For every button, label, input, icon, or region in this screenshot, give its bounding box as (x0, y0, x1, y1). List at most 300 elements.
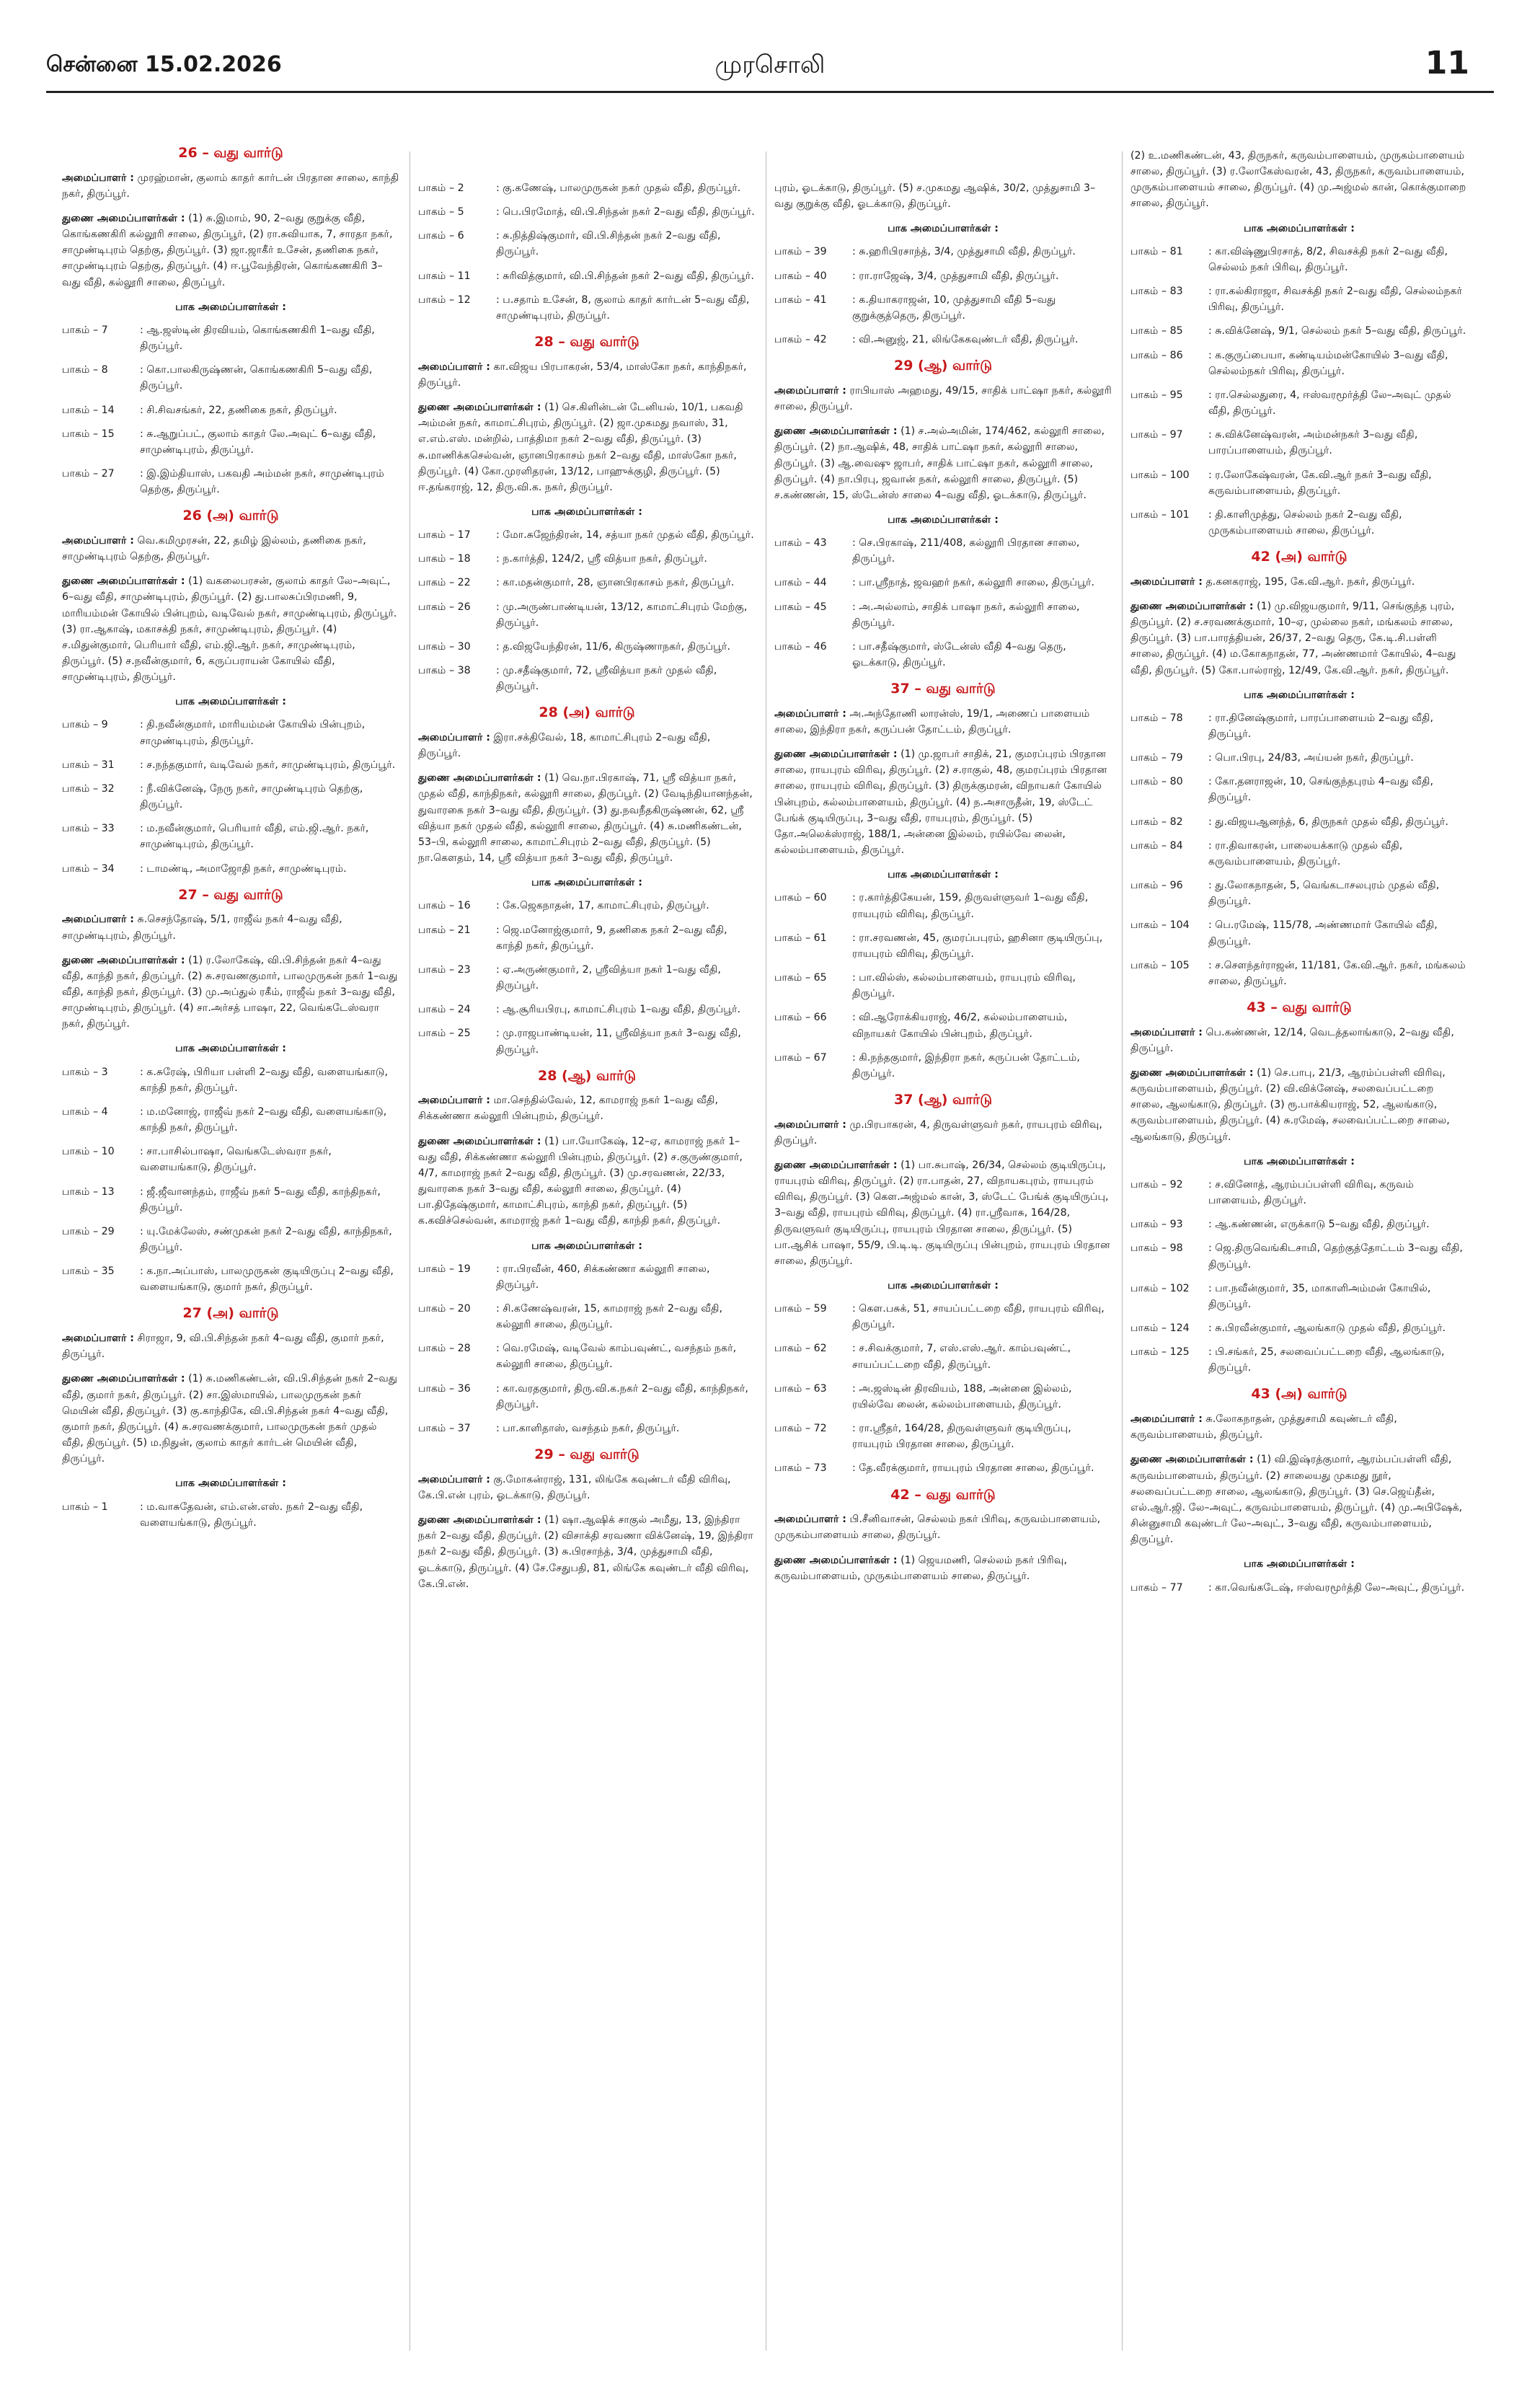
booth-row (62, 1263, 399, 1295)
office-bearer-paragraph (418, 1134, 756, 1229)
ward-heading: 29 (ஆ) வார்டு (893, 358, 993, 374)
booth-row (1130, 1580, 1468, 1596)
booth-number: பாகம் – 5 (418, 206, 464, 218)
booth-row (418, 599, 756, 631)
booth-coordinator: : கி.நந்தகுமார், இந்திரா நகர், கருப்பன் தோட்டம், திருப்பூர். (852, 1050, 1112, 1082)
booth-row (774, 1050, 1112, 1082)
booth-coordinator: : பொ.பிரபு, 24/83, அய்யன் நகர், திருப்பூர். (1208, 750, 1468, 766)
role-details: இரா.சக்திவேல், 18, காமாட்சிபுரம் 2–வது வீதி, திருப்பூர். (418, 732, 711, 760)
booth-number: பாகம் – 25 (418, 1028, 471, 1040)
booth-row (418, 1340, 756, 1372)
section-heading: பாக அமைப்பாளர்கள் : (888, 223, 999, 235)
booth-row (774, 1301, 1112, 1333)
booth-number: பாகம் – 104 (1130, 919, 1190, 932)
booth-number: பாகம் – 73 (774, 1462, 827, 1475)
role-details: (1) வெ.நா.பிரகாஷ், 71, ஸ்ரீ வித்யா நகர், முதல் வீதி, காந்திநகர், கல்லூரி சாலை, திருப்பூர். (2) வேடிந்தியானந்தன், துவாரகை நகர் 3–வது வீதி, திருப்பூர். (3) து.நவநீதகிருஷ்ணன், 62, ஸ்ரீ வித்யா நகர் முதல் வீதி, கல்லூரி சாலை, திருப்பூர். (4) சு.மணிகண்டன், 53–பி, கல்லூரி சாலை, காமாட்சிபுரம் 2–வது வீதி, திருப்பூர். (5) நா.கௌதம், 14, ஸ்ரீ வித்யா நகர் 3–வது வீதி, திருப்பூர். (418, 772, 753, 865)
ward-heading: 26 – வது வார்டு (178, 145, 283, 161)
ward-heading: 29 – வது வார்டு (534, 1446, 640, 1463)
role-details: (1) ச.அல்அமின், 174/462, கல்லூரி சாலை, திருப்பூர். (2) நா.ஆஷிக், 48, சாதிக் பாட்ஷா நகர், கல்லூரி சாலை, திருப்பூர். (3) ஆ.வைஷு ஜாபர், சாதிக் பாட்ஷா நகர், கல்லூரி சாலை, திருப்பூர். (4) நா.பிரபு, ஜவான் நகர், கல்லூரி சாலை, திருப்பூர். (5) ச.கண்ணன், 15, ஸ்டேன்ஸ் சாலை 4–வது வீதி, ஓடக்காடு, திருப்பூர். (774, 425, 1105, 501)
booth-coordinator: : பா.ஸ்ரீநாத், ஜவஹர் நகர், கல்லூரி சாலை, திருப்பூர். (852, 575, 1112, 591)
booth-coordinator: : சுரிவித்குமார், வி.பி.சிந்தன் நகர் 2–வது வீதி, திருப்பூர். (496, 268, 756, 284)
booth-row (1130, 283, 1468, 315)
booth-number: பாகம் – 10 (62, 1146, 115, 1158)
booth-row (774, 575, 1112, 591)
section-heading: பாக அமைப்பாளர்கள் : (175, 1043, 286, 1055)
role-details: சு.செசந்தோஷ், 5/1, ராஜீவ் நகர் 4–வது வீதி, சாமுண்டிபுரம், திருப்பூர். (62, 914, 342, 942)
booth-row (774, 268, 1112, 284)
booth-coordinator: : ம.நவீன்குமார், பெரியார் வீதி, எம்.ஜி.ஆர். நகர், சாமுண்டிபுரம், திருப்பூர். (140, 821, 399, 852)
edition-date: சென்னை 15.02.2026 (46, 52, 282, 77)
section-heading: பாக அமைப்பாளர்கள் : (888, 513, 999, 526)
booth-row (62, 821, 399, 852)
booth-coordinator: : சி.சிவசங்கர், 22, தணிகை நகர், திருப்பூர். (140, 402, 399, 418)
booth-number: பாகம் – 7 (62, 324, 108, 336)
booth-coordinator: : கா.வரதகுமார், திரு.வி.க.நகர் 2–வது வீதி, காந்திநகர், திருப்பூர். (496, 1381, 756, 1413)
section-heading: பாக அமைப்பாளர்கள் : (531, 877, 642, 889)
column-1 (62, 136, 399, 2349)
booth-number: பாகம் – 3 (62, 1066, 108, 1078)
booth-row (1130, 507, 1468, 539)
column-3 (774, 180, 1112, 2394)
booth-row (62, 1144, 399, 1175)
booth-number: பாகம் – 18 (418, 553, 471, 565)
booth-coordinator: : ரா.ராஜேஷ், 3/4, முத்துசாமி வீதி, திருப்பூர். (852, 268, 1112, 284)
masthead (0, 0, 1540, 101)
booth-number: பாகம் – 15 (62, 428, 115, 440)
page-number: 11 (1425, 45, 1469, 81)
booth-number: பாகம் – 79 (1130, 752, 1183, 764)
booth-row (774, 930, 1112, 962)
booth-number: பாகம் – 33 (62, 823, 115, 835)
office-bearer-paragraph (1130, 1411, 1468, 1443)
continued-text: புரம், ஓடக்காடு, திருப்பூர். (5) ச.முகமது ஆஷிக், 30/2, முத்துசாமி 3–வது குறுக்கு வீதி, ஓடக்காடு, திருப்பூர். (774, 182, 1096, 211)
booth-coordinator: : ம.வாசுதேவன், எம்.என்.எஸ். நகர் 2–வது வீதி, வளையங்காடு, திருப்பூர். (140, 1499, 399, 1531)
booth-number: பாகம் – 39 (774, 246, 827, 258)
booth-row (418, 922, 756, 954)
newspaper-name: முரசொலி (714, 50, 826, 79)
booth-coordinator: : ரா.கல்கிராஜா, சிவசக்தி நகர் 2–வது வீதி, செல்லம்நகர் பிரிவு, திருப்பூர். (1208, 283, 1468, 315)
booth-coordinator: : மு.சதீஷ்குமார், 72, ஸ்ரீவித்யா நகர் முதல் வீதி, திருப்பூர். (496, 663, 756, 694)
booth-coordinator: : நீ.விக்னேஷ், நேரு நகர், சாமுண்டிபுரம் தெற்கு, திருப்பூர். (140, 781, 399, 813)
role-details: (1) ஜெயமணி, செல்லம் நகர் பிரிவு, கருவம்பாளையம், முருகம்பாளையம் சாலை, திருப்பூர். (774, 1554, 1067, 1582)
booth-number: பாகம் – 1 (62, 1501, 108, 1513)
role-details: வெ.கமிமுரசன், 22, தமிழ் இல்லம், தணிகை நகர், சாமுண்டிபுரம் தெற்கு, திருப்பூர். (62, 534, 366, 563)
role-details: (1) வி.இஷ்ரத்குமார், ஆரம்பப்பள்ளி வீதி, கருவம்பாளையம், திருப்பூர். (2) சாலையது முகமது நூர், சலவைப்பட்டறை சாலை, ஆலங்காடு, திருப்பூர். (3) செ.ஜெய்தீன், எல்.ஆர்.ஜி. லே–அவுட், கருவம்பாளையம், திருப்பூர். (4) மு.அபிஷேக், சின்னுசாமி கவுண்டர் லே–அவுட், 3–வது வீதி, கருவம்பாளையம், திருப்பூர். (1130, 1454, 1463, 1546)
booth-row (418, 1421, 756, 1436)
booth-number: பாகம் – 31 (62, 759, 115, 771)
booth-row (1130, 917, 1468, 949)
booth-row (418, 1381, 756, 1413)
booth-number: பாகம் – 14 (62, 404, 115, 416)
booth-number: பாகம் – 124 (1130, 1322, 1190, 1334)
ward-heading: 43 – வது வார்டு (1247, 999, 1352, 1016)
booth-coordinator: : டாமண்டி, அமாஜோதி நகர், சாமுண்டிபுரம். (140, 861, 399, 877)
booth-number: பாகம் – 78 (1130, 712, 1183, 724)
booth-row (62, 1184, 399, 1216)
booth-number: பாகம் – 42 (774, 334, 827, 346)
role-label: அமைப்பாளர் : (774, 707, 846, 720)
booth-coordinator: : மு.ராஜபாண்டியன், 11, ஸ்ரீவித்யா நகர் 3–வது வீதி, திருப்பூர். (496, 1025, 756, 1057)
booth-row (1130, 244, 1468, 275)
booth-number: பாகம் – 125 (1130, 1346, 1190, 1359)
booth-row (774, 1340, 1112, 1372)
role-label: அமைப்பாளர் : (418, 732, 490, 743)
booth-coordinator: : ர.கார்த்திகேயன், 159, திருவள்ளுவர் 1–வது வீதி, ராயபுரம் விரிவு, திருப்பூர். (852, 890, 1112, 922)
booth-number: பாகம் – 100 (1130, 469, 1190, 481)
booth-coordinator: : ஆ.ஜஸ்டின் திரவியம், கொங்கணகிரி 1–வது வீதி, திருப்பூர். (140, 322, 399, 354)
ward-heading: 42 – வது வார்டு (890, 1486, 996, 1503)
booth-coordinator: : ரா.பிரவீன், 460, சிக்கண்ணா கல்லூரி சாலை, திருப்பூர். (496, 1261, 756, 1293)
office-bearer-paragraph (774, 383, 1112, 415)
booth-number: பாகம் – 65 (774, 972, 827, 984)
section-heading: பாக அமைப்பாளர்கள் : (531, 1240, 642, 1252)
office-bearer-paragraph (418, 1472, 756, 1503)
booth-number: பாகம் – 30 (418, 640, 471, 653)
booth-number: பாகம் – 9 (62, 719, 108, 731)
booth-coordinator: : ஜெ.மனோஜ்குமார், 9, தணிகை நகர் 2–வது வீதி, காந்தி நகர், திருப்பூர். (496, 922, 756, 954)
column-divider (1122, 151, 1123, 2351)
section-heading: பாக அமைப்பாளர்கள் : (175, 1478, 286, 1490)
booth-coordinator: : ஆ.கண்ணன், எருக்காடு 5–வது வீதி, திருப்பூர். (1208, 1216, 1468, 1232)
section-heading: பாக அமைப்பாளர்கள் : (531, 505, 642, 518)
role-details: (1) பா.யோகேஷ், 12–ஏ, காமராஜ் நகர் 1–வது வீதி, சிக்கண்ணா கல்லூரி பின்புறம், திருப்பூர். (2) ச.குருண்குமார், 4/7, காமராஜ் நகர் 2–வது வீதி, திருப்பூர். (3) மு.சரவணன், 22/33, துவாரகை நகர் 3–வது வீதி, கல்லூரி சாலை, திருப்பூர். (4) பா.திதேஷ்குமார், காமாட்சிபுரம், காந்தி நகர், திருப்பூர். (5) க.கவிச்செல்வன், காமராஜ் நகர் 1–வது வீதி, காந்தி நகர், திருப்பூர். (418, 1135, 743, 1227)
section-heading: பாக அமைப்பாளர்கள் : (888, 869, 999, 881)
booth-coordinator: : ச.நந்தகுமார், வடிவேல் நகர், சாமுண்டிபுரம், திருப்பூர். (140, 757, 399, 773)
booth-number: பாகம் – 8 (62, 364, 108, 376)
booth-number: பாகம் – 63 (774, 1382, 827, 1395)
booth-number: பாகம் – 40 (774, 270, 827, 282)
booth-number: பாகம் – 46 (774, 640, 827, 653)
section-heading: பாக அமைப்பாளர்கள் : (1244, 222, 1355, 234)
booth-number: பாகம் – 102 (1130, 1282, 1190, 1294)
booth-row (774, 1381, 1112, 1413)
booth-coordinator: : சு.விக்னேஷ், 9/1, செல்லம் நகர் 5–வது வீதி, திருப்பூர். (1208, 323, 1468, 339)
booth-coordinator: : க.குருப்பையா, கண்டியம்மன்கோயில் 3–வது வீதி, செல்லம்நகர் பிரிவு, திருப்பூர். (1208, 348, 1468, 379)
section-heading: பாக அமைப்பாளர்கள் : (1244, 689, 1355, 701)
booth-row (418, 962, 756, 994)
booth-row (774, 639, 1112, 671)
role-label: அமைப்பாளர் : (62, 914, 134, 926)
ward-heading: 42 (அ) வார்டு (1251, 549, 1348, 565)
booth-coordinator: : ரா.தினேஷ்குமார், பாரப்பாளையம் 2–வது வீதி, திருப்பூர். (1208, 710, 1468, 742)
ward-heading: 28 (ஆ) வார்டு (537, 1067, 637, 1084)
ward-heading: 27 (அ) வார்டு (182, 1305, 279, 1322)
booth-row (418, 639, 756, 655)
booth-row (62, 781, 399, 813)
booth-number: பாகம் – 28 (418, 1343, 471, 1355)
booth-number: பாகம் – 86 (1130, 349, 1183, 361)
role-label: துணை அமைப்பாளர்கள் : (62, 575, 185, 588)
booth-number: பாகம் – 22 (418, 577, 471, 589)
booth-number: பாகம் – 36 (418, 1382, 471, 1395)
booth-row (1130, 1177, 1468, 1209)
booth-number: பாகம் – 16 (418, 900, 471, 912)
booth-row (418, 292, 756, 324)
office-bearer-paragraph (62, 573, 399, 685)
booth-coordinator: : பி.சங்கர், 25, சலவைப்பட்டறை வீதி, ஆலங்காடு, திருப்பூர். (1208, 1344, 1468, 1376)
booth-row (1130, 1240, 1468, 1272)
booth-coordinator: : சு.ஹரிபிரசாந்த், 3/4, முத்துசாமி வீதி, திருப்பூர். (852, 244, 1112, 260)
booth-number: பாகம் – 13 (62, 1185, 115, 1198)
booth-row (418, 1301, 756, 1333)
booth-coordinator: : இ.இம்தியாஸ், பகவதி அம்மன் நகர், சாமுண்டிபுரம் தெற்கு, திருப்பூர். (140, 466, 399, 498)
role-details: மு.பிரபாகரன், 4, திருவள்ளுவர் நகர், ராயபுரம் விரிவு, திருப்பூர். (774, 1118, 1102, 1147)
booth-number: பாகம் – 82 (1130, 816, 1183, 828)
booth-number: பாகம் – 83 (1130, 286, 1183, 298)
booth-number: பாகம் – 96 (1130, 880, 1183, 892)
office-bearer-paragraph (774, 1552, 1112, 1584)
booth-row (1130, 750, 1468, 766)
booth-row (418, 228, 756, 260)
booth-number: பாகம் – 101 (1130, 508, 1190, 521)
booth-row (1130, 958, 1468, 989)
role-details: (1) மு.விஜயகுமார், 9/11, செங்குந்த புரம், திருப்பூர். (2) ச.சரவணக்குமார், 10–ஏ, முல்லை நகர், மங்கலம் சாலை, திருப்பூர். (3) பா.பாரத்தியன், 26/37, 2–வது தெரு, கே.டி.சி.பள்ளி சாலை, திருப்பூர். (4) ம.கோகநாதன், 77, அண்ணமார் கோயில், 4–வது வீதி, திருப்பூர். (5) கோ.பால்ராஜ், 12/49, கே.வி.ஆர். நகர், திருப்பூர். (1130, 600, 1456, 676)
role-details: பி.சீனிவாசன், செல்லம் நகர் பிரிவு, கருவம்பாளையம், முருகம்பாளையம் சாலை, திருப்பூர். (774, 1514, 1101, 1542)
header-rule (46, 91, 1494, 93)
booth-row (774, 1010, 1112, 1041)
booth-row (774, 292, 1112, 324)
booth-coordinator: : ச.சௌந்தர்ராஜன், 11/181, கே.வி.ஆர். நகர், மங்கலம் சாலை, திருப்பூர். (1208, 958, 1468, 989)
booth-row (774, 970, 1112, 1002)
booth-coordinator: : பெ.ரமேஷ், 115/78, அண்ணமார் கோயில் வீதி, திருப்பூர். (1208, 917, 1468, 949)
role-label: அமைப்பாளர் : (418, 1095, 490, 1107)
booth-coordinator: : கே.ஜெகநாதன், 17, காமாட்சிபுரம், திருப்பூர். (496, 898, 756, 914)
office-bearer-paragraph (418, 770, 756, 866)
booth-coordinator: : ரா.செல்லதுரை, 4, ஈஸ்வரமூர்த்தி லே–அவுட் முதல் வீதி, திருப்பூர். (1208, 387, 1468, 419)
booth-number: பாகம் – 45 (774, 601, 827, 613)
role-label: துணை அமைப்பாளர்கள் : (774, 1554, 898, 1566)
booth-coordinator: : மு.அருண்பாண்டியன், 13/12, காமாட்சிபுரம் மேற்கு, திருப்பூர். (496, 599, 756, 631)
booth-coordinator: : சு.பிரவீன்குமார், ஆலங்காடு முதல் வீதி, திருப்பூர். (1208, 1320, 1468, 1336)
office-bearer-paragraph (418, 399, 756, 495)
role-details: சு.லோகநாதன், முத்துசாமி கவுண்டர் வீதி, கருவம்பாளையம், திருப்பூர். (1130, 1413, 1397, 1441)
office-bearer-paragraph (774, 1117, 1112, 1149)
booth-row (62, 322, 399, 354)
booth-row (62, 1064, 399, 1096)
office-bearer-paragraph (1130, 574, 1468, 590)
role-label: துணை அமைப்பாளர்கள் : (62, 212, 185, 224)
booth-row (1130, 1216, 1468, 1232)
booth-coordinator: : ஆ.சூரியபிரபு, காமாட்சிபுரம் 1–வது வீதி, திருப்பூர். (496, 1002, 756, 1017)
role-label: அமைப்பாளர் : (1130, 1026, 1203, 1038)
booth-number: பாகம் – 95 (1130, 389, 1183, 401)
booth-coordinator: : ப.சதாம் உசேன், 8, குலாம் காதர் கார்டன் 5–வது வீதி, சாமுண்டிபுரம், திருப்பூர். (496, 292, 756, 324)
booth-coordinator: : பெ.பிரமோத், வி.பி.சிந்தன் நகர் 2–வது வீதி, திருப்பூர். (496, 204, 756, 220)
ward-heading: 37 (ஆ) வார்டு (893, 1091, 993, 1108)
booth-row (62, 1499, 399, 1531)
booth-coordinator: : பா.வில்ஸ், கல்லம்பாளையம், ராயபுரம் விரிவு, திருப்பூர். (852, 970, 1112, 1002)
booth-number: பாகம் – 29 (62, 1225, 115, 1237)
section-heading: பாக அமைப்பாளர்கள் : (888, 1280, 999, 1291)
booth-row (1130, 427, 1468, 459)
booth-number: பாகம் – 38 (418, 665, 471, 677)
booth-coordinator: : ரா.சரவணன், 45, குமரப்பபுரம், ஹசினா குடியிருப்பு, ராயபுரம் விரிவு, திருப்பூர். (852, 930, 1112, 962)
office-bearer-paragraph (62, 953, 399, 1033)
booth-number: பாகம் – 12 (418, 293, 471, 306)
booth-number: பாகம் – 27 (62, 467, 115, 480)
booth-coordinator: : ஏ.அருண்குமார், 2, ஸ்ரீவித்யா நகர் 1–வது வீதி, திருப்பூர். (496, 962, 756, 994)
booth-coordinator: : ஜெ.திருவெங்கிடசாமி, தெற்குத்தோட்டம் 3–வது வீதி, திருப்பூர். (1208, 1240, 1468, 1272)
section-heading: பாக அமைப்பாளர்கள் : (1244, 1155, 1355, 1167)
booth-coordinator: : சு.ஆறுப்பட், குலாம் காதர் லே.அவுட் 6–வது வீதி, சாமுண்டிபுரம், திருப்பூர். (140, 426, 399, 458)
role-label: அமைப்பாளர் : (774, 1118, 846, 1131)
booth-number: பாகம் – 35 (62, 1266, 115, 1278)
booth-row (1130, 1281, 1468, 1312)
role-label: அமைப்பாளர் : (774, 1514, 846, 1526)
office-bearer-paragraph (418, 730, 756, 761)
booth-coordinator: : து.விஜயஆனந்த், 6, திருநகர் முதல் வீதி, திருப்பூர். (1208, 814, 1468, 830)
office-bearer-paragraph (1130, 1025, 1468, 1056)
section-heading: பாக அமைப்பாளர்கள் : (1244, 1558, 1355, 1571)
office-bearer-paragraph (62, 533, 399, 565)
booth-coordinator: : சா.பாசில்பாஷா, வெங்கடேஸ்வரா நகர், வளையங்காடு, திருப்பூர். (140, 1144, 399, 1175)
booth-row (418, 575, 756, 591)
booth-row (418, 527, 756, 543)
booth-coordinator: : சு.விக்னேஷ்வரன், அம்மன்நகர் 3–வது வீதி, பாரப்பாளையம், திருப்பூர். (1208, 427, 1468, 459)
role-label: துணை அமைப்பாளர்கள் : (418, 1514, 541, 1527)
office-bearer-paragraph (418, 359, 756, 391)
booth-row (62, 466, 399, 498)
role-label: அமைப்பாளர் : (1130, 575, 1203, 588)
booth-row (1130, 774, 1468, 805)
booth-number: பாகம் – 85 (1130, 325, 1183, 337)
booth-row (62, 426, 399, 458)
booth-number: பாகம் – 80 (1130, 776, 1183, 788)
booth-row (62, 402, 399, 418)
booth-row (62, 1104, 399, 1136)
office-bearer-paragraph (62, 1371, 399, 1467)
booth-number: பாகம் – 23 (418, 963, 471, 976)
booth-row (774, 332, 1112, 348)
role-label: துணை அமைப்பாளர்கள் : (418, 1135, 541, 1147)
booth-number: பாகம் – 20 (418, 1303, 471, 1315)
booth-number: பாகம் – 41 (774, 293, 827, 306)
booth-coordinator: : ரா.ஸ்ரீதர், 164/28, திருவள்ளுவர் குடியிருப்பு, ராயபுரம் பிரதான சாலை, திருப்பூர். (852, 1421, 1112, 1452)
booth-coordinator: : த.விஜயேந்திரன், 11/6, கிருஷ்ணாநகர், திருப்பூர். (496, 639, 756, 655)
role-details: கு.மோகன்ராஜ், 131, லிங்கே கவுண்டர் வீதி விரிவு, கே.பி.என் புரம், ஓடக்காடு, திருப்பூர். (418, 1473, 731, 1501)
role-label: அமைப்பாளர் : (418, 1473, 490, 1485)
role-details: கா.விஜய பிரபாகரன், 53/4, மாஸ்கோ நகர், காந்திநகர், திருப்பூர். (418, 361, 747, 389)
booth-number: பாகம் – 77 (1130, 1581, 1183, 1594)
booth-row (1130, 878, 1468, 909)
booth-row (1130, 838, 1468, 870)
role-details: அ.அந்தோணி லாரன்ஸ், 19/1, அணைப் பாளையம் சாலை, இந்திரா நகர், கருப்பன் தோட்டம், திருப்பூர். (774, 707, 1090, 736)
booth-number: பாகம் – 6 (418, 230, 464, 242)
booth-coordinator: : ம.மனோஜ், ராஜீவ் நகர் 2–வது வீதி, வளையங்காடு, காந்தி நகர், திருப்பூர். (140, 1104, 399, 1136)
booth-coordinator: : கோ.தனராஜன், 10, செங்குந்தபுரம் 4–வது வீதி, திருப்பூர். (1208, 774, 1468, 805)
booth-number: பாகம் – 43 (774, 537, 827, 549)
booth-coordinator: : ச.வினோத், ஆரம்பப்பள்ளி விரிவு, கருவம் பாளையம், திருப்பூர். (1208, 1177, 1468, 1209)
booth-coordinator: : ஜீ.ஜீவானந்தம், ராஜீவ் நகர் 5–வது வீதி, காந்திநகர், திருப்பூர். (140, 1184, 399, 1216)
role-details: த.கனகராஜ், 195, கே.வி.ஆர். நகர், திருப்பூர். (1205, 575, 1415, 588)
office-bearer-paragraph (418, 1092, 756, 1124)
booth-number: பாகம் – 59 (774, 1303, 827, 1315)
booth-coordinator: : க.சுரேஷ், பிரியா பள்ளி 2–வது வீதி, வளையங்காடு, காந்தி நகர், திருப்பூர். (140, 1064, 399, 1096)
booth-row (62, 757, 399, 773)
booth-number: பாகம் – 60 (774, 892, 827, 904)
role-details: பெ.கண்ணன், 12/14, வெடத்தலாங்காடு, 2–வது வீதி, திருப்பூர். (1130, 1026, 1454, 1054)
office-bearer-paragraph (418, 1512, 756, 1592)
booth-coordinator: : பா.காளிதாஸ், வசந்தம் நகர், திருப்பூர். (496, 1421, 756, 1436)
booth-coordinator: : பா.சதீஷ்குமார், ஸ்டேன்ஸ் வீதி 4–வது தெரு, ஓடக்காடு, திருப்பூர். (852, 639, 1112, 671)
booth-row (418, 898, 756, 914)
booth-row (1130, 348, 1468, 379)
booth-row (62, 1224, 399, 1255)
booth-coordinator: : அ.ஜஸ்டின் திரவியம், 188, அன்னை இல்லம், ரயில்வே லைன், கல்லம்பாளையம், திருப்பூர். (852, 1381, 1112, 1413)
role-label: துணை அமைப்பாளர்கள் : (1130, 600, 1254, 612)
role-label: அமைப்பாளர் : (62, 172, 134, 184)
booth-row (418, 551, 756, 567)
role-label: துணை அமைப்பாளர்கள் : (1130, 1454, 1254, 1466)
booth-number: பாகம் – 66 (774, 1012, 827, 1024)
booth-number: பாகம் – 19 (418, 1263, 471, 1275)
column-2 (418, 180, 756, 2394)
role-label: துணை அமைப்பாளர்கள் : (62, 954, 185, 966)
booth-coordinator: : க.தியாகராஜன், 10, முத்துசாமி வீதி 5–வது குறுக்குத்தெரு, திருப்பூர். (852, 292, 1112, 324)
booth-coordinator: : சு.நித்திஷ்குமார், வி.பி.சிந்தன் நகர் 2–வது வீதி, திருப்பூர். (496, 228, 756, 260)
role-label: அமைப்பாளர் : (1130, 1413, 1203, 1426)
role-details: (1) ஷா.ஆஷிக் சாகுல் அமீது, 13, இந்திரா நகர் 2–வது வீதி, திருப்பூர். (2) விசாக்தி சரவணா விக்னேஷ், 19, இந்திரா நகர் 2–வது வீதி, திருப்பூர். (3) சு.பிரசாந்த், 3/4, முத்துசாமி வீதி, ஓடக்காடு, திருப்பூர். (4) சே.சேதுபதி, 81, லிங்கே கவுண்டர் வீதி விரிவு, கே.பி.என். (418, 1514, 753, 1590)
booth-row (774, 535, 1112, 567)
booth-row (774, 1460, 1112, 1476)
booth-coordinator: : கௌ.பசுக், 51, சாயப்பட்டறை வீதி, ராயபுரம் விரிவு, திருப்பூர். (852, 1301, 1112, 1333)
booth-row (418, 204, 756, 220)
section-heading: பாக அமைப்பாளர்கள் : (175, 301, 286, 313)
booth-coordinator: : து.லோகநாதன், 5, வெங்கடாசலபுரம் முதல் வீதி, திருப்பூர். (1208, 878, 1468, 909)
booth-row (62, 717, 399, 748)
booth-number: பாகம் – 92 (1130, 1178, 1183, 1191)
booth-row (1130, 814, 1468, 830)
office-bearer-paragraph (774, 706, 1112, 738)
role-details: சிராஜா, 9, வி.பி.சிந்தன் நகர் 4–வது வீதி, குமார் நகர், திருப்பூர். (62, 1333, 384, 1361)
booth-coordinator: : பா.நவீன்குமார், 35, மாகாளிஅம்மன் கோயில், திருப்பூர். (1208, 1281, 1468, 1312)
role-details: (1) ர.லோகேஷ், வி.பி.சிந்தன் நகர் 4–வது வீதி, காந்தி நகர், திருப்பூர். (2) சு.சரவணகுமார், பாலமுருகன் நகர் 1–வது வீதி, காந்தி நகர், திருப்பூர். (3) மு.அப்துல் ரகீம், ராஜீவ் நகர் 3–வது வீதி, சாமுண்டிபுரம், திருப்பூர். (4) சா.அர்சத் பாஷா, 22, வெங்கடேஸ்வரா நகர், திருப்பூர். (62, 954, 398, 1030)
booth-number: பாகம் – 81 (1130, 245, 1183, 257)
role-details: (1) வகலைபரசன், குலாம் காதர் லே–அவுட், 6–வது வீதி, சாமுண்டிபுரம், திருப்பூர். (2) து.பாலசுப்பிரமணி, 9, மாரியம்மன் கோயில் பின்புறம், வடிவேல் நகர், சாமுண்டிபுரம், திருப்பூர். (3) ரா.ஆகாஷ், மகாசக்தி நகர், சாமுண்டிபுரம், திருப்பூர். (4) ச.மிதுன்குமார், பெரியார் வீதி, எம்.ஜி.ஆர். நகர், சாமுண்டிபுரம், திருப்பூர். (5) ச.நவீன்குமார், 6, கருப்பராயன் கோயில் வீதி, சாமுண்டிபுரம், திருப்பூர். (62, 575, 397, 684)
booth-row (62, 861, 399, 877)
booth-coordinator: : க.நா.அப்பாஸ், பாலமுருகன் குடியிருப்பு 2–வது வீதி, வளையங்காடு, குமார் நகர், திருப்பூர். (140, 1263, 399, 1295)
booth-row (774, 244, 1112, 260)
role-details: (1) மு.ஜாபர் சாதிக், 21, குமரப்புரம் பிரதான சாலை, ராயபுரம் விரிவு, திருப்பூர். (2) ச.ராகுல், 48, குமரப்புரம் பிரதான சாலை, ராயபுரம் விரிவு, திருப்பூர். (3) திருக்குமரன், விநாயகர் கோயில் பின்புறம், கல்லம்பாளையம், திருப்பூர். (4) ந.அசாருதீன், 19, ஸ்டேட் பேங்க் குடியிருப்பு, 3–வது வீதி, ராயபுரம், திருப்பூர். (5) தோ.அலெக்ஸ்ராஜ், 188/1, அன்னை இல்லம், ரயில்வே லைன், கல்லம்பாளையம், திருப்பூர். (774, 748, 1107, 857)
booth-coordinator: : செ.பிரகாஷ், 211/408, கல்லூரி பிரதான சாலை, திருப்பூர். (852, 535, 1112, 567)
office-bearer-paragraph (1130, 1452, 1468, 1547)
role-label: துணை அமைப்பாளர்கள் : (774, 748, 898, 761)
role-details: (1) பா.சுபாஷ், 26/34, செல்லம் குடியிருப்பு, ராயபுரம் விரிவு, திருப்பூர். (2) ரா.பாதன், 27, விநாயகபுரம், ராயபுரம் விரிவு, திருப்பூர். (3) கௌ.அஜ்மல் கான், 3, ஸ்டேட் பேங்க் குடியிருப்பு, 3–வது வீதி, ராயபுரம் விரிவு, திருப்பூர். (4) ரா.ஸ்ரீவாசு, 164/28, திருவளுவர் குடியிருப்பு, ராயபுரம் பிரதான சாலை, திருப்பூர். (5) பா.ஆசிக் பாஷா, 55/9, பி.டி.டி. குடியிருப்பு பின்புறம், ராயபுரம் பிரதான சாலை, திருப்பூர். (774, 1159, 1110, 1267)
booth-coordinator: : தே.வீரக்குமார், ராயபுரம் பிரதான சாலை, திருப்பூர். (852, 1460, 1112, 1476)
role-label: அமைப்பாளர் : (62, 1333, 134, 1345)
booth-number: பாகம் – 44 (774, 577, 827, 589)
booth-row (774, 890, 1112, 922)
booth-row (1130, 1320, 1468, 1336)
booth-number: பாகம் – 93 (1130, 1219, 1183, 1231)
ward-heading: 37 – வது வார்டு (890, 681, 996, 697)
booth-coordinator: : சி.கணேஷ்வரன், 15, காமராஜ் நகர் 2–வது வீதி, கல்லூரி சாலை, திருப்பூர். (496, 1301, 756, 1333)
booth-row (1130, 323, 1468, 339)
office-bearer-paragraph (774, 1157, 1112, 1269)
booth-row (418, 268, 756, 284)
booth-number: பாகம் – 97 (1130, 429, 1183, 441)
role-details: மா.செந்தில்வேல், 12, காமராஜ் நகர் 1–வது வீதி, சிக்கண்ணா கல்லூரி பின்புறம், திருப்பூர். (418, 1095, 719, 1123)
booth-row (1130, 710, 1468, 742)
role-details: (1) செ.பாபு, 21/3, ஆரம்ப்பள்ளி விரிவு, கருவம்பாளையம், திருப்பூர். (2) வி.விக்னேஷ், சலவைப்பட்டறை சாலை, ஆலங்காடு, திருப்பூர். (3) ரூ.பாக்கியராஜ், 52, ஆலங்காடு, கருவம்பாளையம், திருப்பூர். (4) சு.ரமேஷ், சலவைப்பட்டறை சாலை, ஆலங்காடு, திருப்பூர். (1130, 1066, 1450, 1143)
role-label: துணை அமைப்பாளர்கள் : (418, 772, 541, 785)
booth-row (418, 180, 756, 196)
column-4 (1130, 148, 1468, 2362)
booth-number: பாகம் – 11 (418, 270, 471, 282)
booth-number: பாகம் – 4 (62, 1105, 108, 1118)
booth-coordinator: : வி.ஆரோக்கியராஜ், 46/2, கல்லம்பாளையம், விநாயகர் கோயில் பின்புறம், திருப்பூர். (852, 1010, 1112, 1041)
booth-coordinator: : ச.சிவக்குமார், 7, எஸ்.எஸ்.ஆர். காம்பவுண்ட், சாயப்பட்டறை வீதி, திருப்பூர். (852, 1340, 1112, 1372)
